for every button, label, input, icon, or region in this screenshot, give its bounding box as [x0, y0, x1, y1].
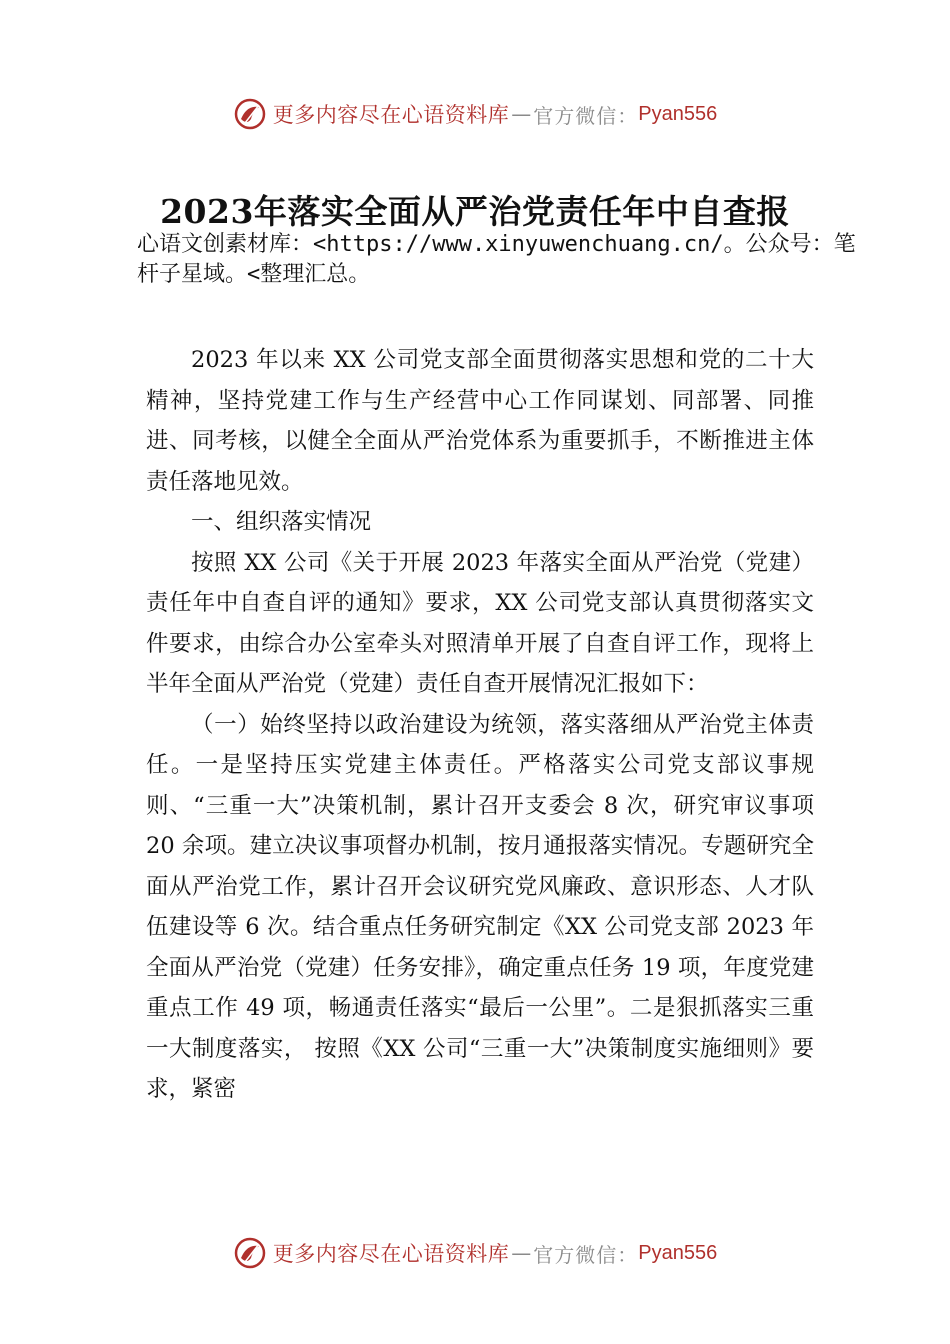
paragraph-2: 按照 XX 公司《关于开展 2023 年落实全面从严治党（党建）责任年中自查自评的通知》要求，XX 公司党支部认真贯彻落实文件要求，由综合办公室牵头对照清单开展了自查自评工作，现将上半年全面从严治党（党建）责任自查开展情况汇报如下：: [146, 549, 814, 697]
banner-text: 更多内容尽在心语资料库: [272, 103, 510, 127]
banner-wechat-label: 官方微信：: [533, 1242, 639, 1267]
paragraph-3: （一）始终坚持以政治建设为统领，落实落细从严治党主体责任。一是坚持压实党建主体责任。严格落实公司党支部议事规则、“三重一大”决策机制，累计召开支委会 8 次，研究审议事项 20 余项。建立决议事项督办机制，按月通报落实情况。专题研究全面从严治党工作，累计召开会议研究党风廉政、意识形态、人才队伍建设等 6 次。结合重点任务研究制定《XX 公司党支部 2023 年全面从严治党（党建）任务安排》，确定重点任务 19 项，年度党建重点工作 49 项，畅通责任落实“最后一公里”。二是狠抓落实三重一大制度落实， 按照《XX 公司“三重一大”决策制度实施细则》要求，紧密: [146, 711, 814, 1102]
header-banner: [0, 92, 950, 136]
banner-wechat-label: 官方微信：: [533, 103, 639, 128]
section-heading: 一、组织落实情况: [191, 509, 372, 535]
banner-wechat-id: Pyan556: [638, 1241, 718, 1264]
banner-separator: —: [511, 102, 532, 126]
paragraph-intro: 2023 年以来 XX 公司党支部全面贯彻落实思想和党的二十大精神，坚持党建工作与生产经营中心工作同谋划、同部署、同推进、同考核，以健全全面从严治党体系为重要抓手，不断推进主体责任落地见效。: [146, 347, 814, 495]
document-title: 2023年落实全面从严治党责任年中自查报: [160, 192, 790, 231]
document-body: [146, 340, 814, 1110]
brand-logo-icon: [233, 97, 267, 131]
source-note: 心语文创素材库：<https://www.xinyuwenchuang.cn/。公众号：笔杆子星域。<整理汇总。: [137, 232, 856, 287]
brand-logo-icon: [233, 1236, 267, 1270]
banner-separator: —: [511, 1241, 532, 1265]
footer-banner: [0, 1231, 950, 1275]
banner-wechat-id: Pyan556: [638, 102, 718, 125]
banner-text: 更多内容尽在心语资料库: [272, 1242, 510, 1266]
